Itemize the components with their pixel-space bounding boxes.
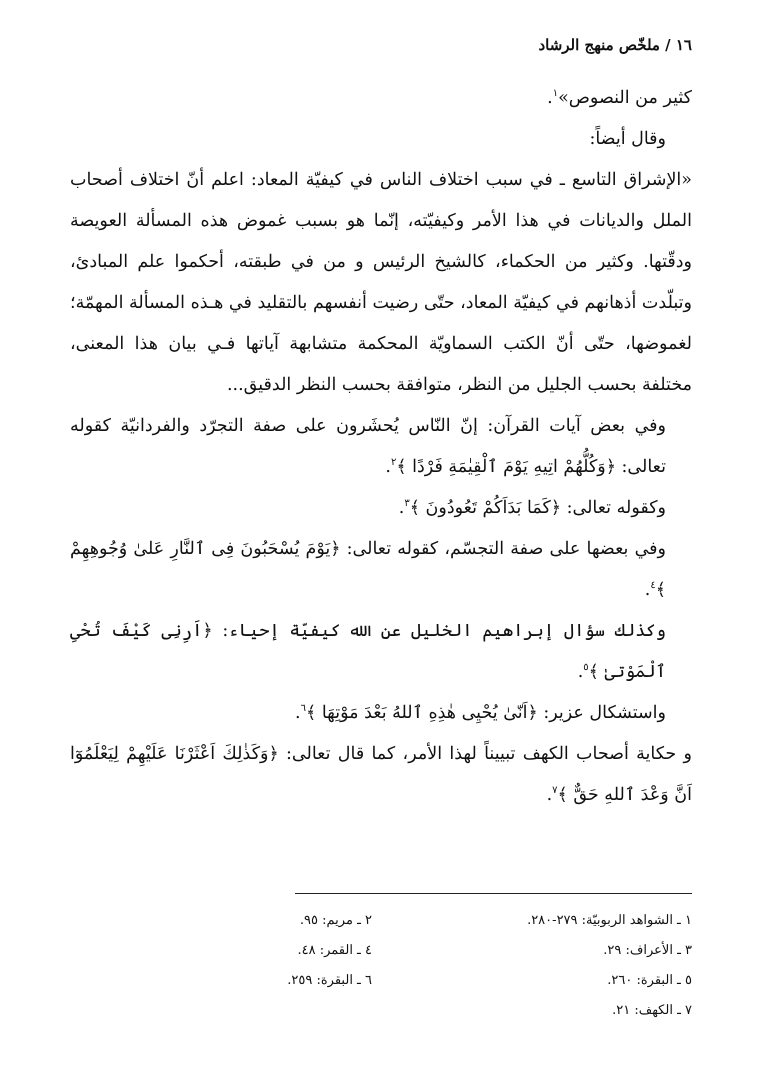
paragraph-7-end: .: [577, 662, 584, 682]
paragraph-5: [70, 488, 692, 529]
paragraph-4: [70, 406, 692, 488]
footnote-ref-3: ٣: [404, 498, 410, 510]
paragraph-3: «الإشراق التاسع ـ في سبب اختلاف الناس في كيفيّة المعاد: اعلم أنّ اختلاف أصحاب الملل والديانات في هذا الأمر وكيفيّته، إنّما هو بسبب غموض هذه المسألة العويصة ودقّتها. وكثير من الحكماء، كالشيخ الرئيس و من في طبقته، أحكموا علم المبادئ، وتبلّدت أذهانهم في كيفيّة المعاد، حتّى رضيت أنفسهم بالتقليد في هـذه المسألة المهمّة؛ لغموضها، حتّى أنّ الكتب السماويّة المحكمة متشابهة آياتها فـي بيان هذا المعنى، مختلفة بحسب الجليل من النظر، متوافقة بحسب النظر الدقيق...: [70, 170, 692, 395]
footnote-7: ٧ ـ الكهف: ٢١.: [612, 1003, 692, 1018]
footnote-5: ٥ ـ البقرة: ٢٦٠.: [607, 973, 692, 988]
paragraph-5-text: وكقوله تعالى: ﴿كَمَا بَدَاَكُمْ تَعُودُونَ ﴾: [409, 498, 666, 518]
footnote-ref-7: ٧: [552, 785, 558, 797]
footnote-3: ٣ ـ الأعراف: ٢٩.: [603, 943, 692, 958]
paragraph-7: [70, 611, 692, 693]
paragraph-7-text: وكذلك سؤال إبراهيم الخليل عن الله كيفيّة إحياء: ﴿اَرِنِى كَيْفَ تُحْىِ ٱلْمَوْتىٰ ﴾: [70, 621, 666, 682]
footnote-ref-2: ٢: [390, 457, 397, 469]
footnote-1: ١ ـ الشواهد الربوبيّة: ٢٧٩-٢٨٠.: [527, 913, 692, 928]
footnote-ref-4: ٤: [650, 580, 656, 592]
footnote-ref-6: ٦: [300, 703, 306, 715]
paragraph-1-end: .: [547, 88, 553, 108]
paragraph-1-text: كثير من النصوص»: [558, 88, 692, 108]
footnote-4: ٤ ـ القمر: ٤٨.: [297, 943, 372, 958]
footnote-divider: [295, 893, 692, 894]
main-text: [70, 78, 692, 816]
paragraph-9-text: و حكاية أصحاب الكهف تبييناً لهذا الأمر، كما قال تعالى: ﴿وَكَذٰلِكَ اَعْثَرْنَا عَلَيْهِمْ لِيَعْلَمُوٓا اَنَّ وَعْدَ ٱللهِ حَقٌّ ﴾: [70, 744, 692, 805]
running-header: ١٦ / ملخّص منهج الرشاد: [538, 36, 692, 54]
paragraph-1: [70, 78, 692, 119]
paragraph-5-end: .: [398, 498, 405, 518]
paragraph-8-end: .: [295, 703, 301, 723]
paragraph-2: وقال أيضاً:: [589, 129, 666, 149]
paragraph-8: [70, 693, 692, 734]
paragraph-8-text: واستشكال عزير: ﴿اَنّىٰ يُحْيِى هٰذِهِ ٱللهُ بَعْدَ مَوْتِهَا ﴾: [306, 703, 666, 723]
footnotes: [70, 906, 692, 1026]
paragraph-9-end: .: [546, 785, 553, 805]
paragraph-9: [70, 734, 692, 816]
footnote-ref-5: ٥: [583, 662, 589, 674]
paragraph-6-end: .: [644, 580, 651, 600]
paragraph-6: [70, 529, 692, 611]
paragraph-4-text: وفي بعض آيات القرآن: إنّ النّاس يُحشَرون على صفة التجرّد والفردانيّة كقوله تعالى: ﴿وَكُلُّهُمْ اتِيهِ يَوْمَ ٱلْقِيٰمَةِ فَرْدًا ﴾: [70, 416, 666, 477]
footnote-2: ٢ ـ مريم: ٩٥.: [299, 913, 372, 928]
paragraph-6-text: وفي بعضها على صفة التجسّم، كقوله تعالى: ﴿يَوْمَ يُسْحَبُونَ فِى ٱلنَّارِ عَلىٰ وُجُوهِهِمْ ﴾: [70, 539, 666, 600]
paragraph-4-end: .: [385, 457, 391, 477]
footnote-ref-1: ١: [552, 88, 559, 100]
footnote-6: ٦ ـ البقرة: ٢٥٩.: [287, 973, 372, 988]
footnote-list: [70, 906, 692, 1026]
